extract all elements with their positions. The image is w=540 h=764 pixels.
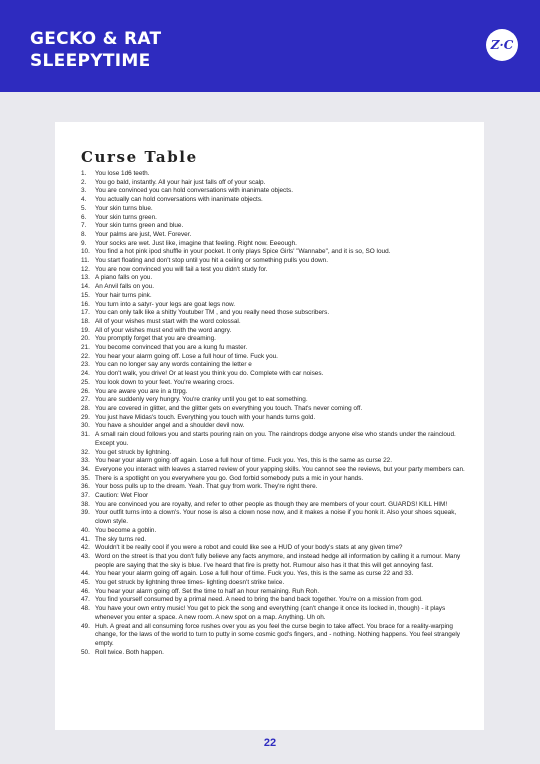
page-number: 22 — [263, 737, 277, 749]
curse-text: You promptly forget that you are dreaming. — [95, 335, 216, 343]
curse-number: 11. — [81, 257, 90, 265]
curse-list-item — [81, 483, 468, 492]
title-line-1: GECKO & RAT — [30, 29, 162, 49]
curse-list-item — [81, 205, 468, 214]
curse-text: All of your wishes must start with the word colossal. — [95, 317, 241, 325]
curse-text: Your skin turns green. — [95, 213, 157, 221]
document-title — [30, 28, 161, 72]
curse-text: You get struck by lightning three times- lighting doesn't strike twice. — [95, 579, 285, 587]
curse-list-item — [81, 414, 468, 423]
curse-text: You don't walk, you drive! Or at least you think you do. Complete with car noises. — [95, 370, 324, 378]
curse-list-item — [81, 431, 468, 448]
curse-list-item — [81, 292, 468, 301]
curse-list-item — [81, 187, 468, 196]
curse-text: Word on the street is that you don't fully believe any facts anymore, and instead hedge all information by calling it a rumour. Many people are saying that the sky is blue. I've heard that fire is pretty hot. Rumour also has it that this will get annoying fast. — [95, 552, 461, 569]
curse-list-item — [81, 457, 468, 466]
logo-lettering: Z·C — [490, 38, 514, 52]
curse-list-item — [81, 327, 468, 336]
curse-text: Your skin turns blue. — [95, 204, 153, 212]
curse-number: 28. — [81, 404, 90, 412]
curse-text: You can no longer say any words containing the letter e — [95, 361, 252, 369]
curse-number: 19. — [81, 326, 90, 334]
curse-list-item — [81, 214, 468, 223]
curse-number: 38. — [81, 500, 90, 508]
curse-list-item — [81, 257, 468, 266]
curse-text: Your outfit turns into a clown's. Your nose is also a clown nose now, and it makes a noise if you honk it. Also your shoes squeak, clown style. — [95, 509, 457, 526]
curse-list-item — [81, 344, 468, 353]
curse-text: All of your wishes must end with the word angry. — [95, 326, 232, 334]
curse-number: 8. — [81, 230, 87, 238]
curse-number: 45. — [81, 579, 90, 587]
curse-number: 24. — [81, 370, 90, 378]
curse-list-item — [81, 449, 468, 458]
curse-text: You start floating and don't stop until you hit a ceiling or something pulls you down. — [95, 257, 328, 265]
curse-list-item — [81, 309, 468, 318]
curse-list-item — [81, 501, 468, 510]
curse-number: 26. — [81, 387, 90, 395]
curse-text: Everyone you interact with leaves a starred review of your yapping skills. You cannot see the reviews, but your party members can. — [95, 465, 465, 473]
title-line-2: SLEEPYTIME — [30, 51, 151, 71]
curse-number: 20. — [81, 335, 90, 343]
header-banner — [0, 0, 540, 92]
curse-text: You hear your alarm going off again. Lose a full hour of time. Fuck you. Yes, this is the same as curse 22 and 33. — [95, 570, 414, 578]
curse-table-heading: Curse Table — [81, 148, 198, 166]
curse-number: 7. — [81, 222, 87, 230]
curse-list-item — [81, 623, 468, 649]
curse-list-item — [81, 361, 468, 370]
curse-list-item — [81, 388, 468, 397]
curse-number: 15. — [81, 291, 90, 299]
curse-number: 22. — [81, 352, 90, 360]
curse-number: 9. — [81, 239, 87, 247]
curse-list-item — [81, 596, 468, 605]
curse-list-item — [81, 509, 468, 526]
curse-number: 36. — [81, 483, 90, 491]
curse-list — [81, 170, 468, 657]
curse-list-item — [81, 649, 468, 658]
curse-text: You get struck by lightning. — [95, 448, 172, 456]
curse-number: 12. — [81, 265, 90, 273]
curse-list-item — [81, 588, 468, 597]
curse-number: 44. — [81, 570, 90, 578]
curse-text: Your skin turns green and blue. — [95, 222, 184, 230]
curse-list-item — [81, 379, 468, 388]
curse-number: 30. — [81, 422, 90, 430]
curse-text: You are suddenly very hungry. You're cranky until you get to eat something. — [95, 396, 308, 404]
curse-number: 5. — [81, 204, 87, 212]
curse-number: 17. — [81, 309, 90, 317]
curse-text: You are covered in glitter, and the glitter gets on everything you touch. That's never coming off. — [95, 404, 363, 412]
curse-text: You are now convinced you will fail a test you didn't study for. — [95, 265, 268, 273]
curse-number: 16. — [81, 300, 90, 308]
curse-text: Your palms are just, Wet. Forever. — [95, 230, 192, 238]
curse-number: 23. — [81, 361, 90, 369]
curse-number: 49. — [81, 622, 90, 630]
curse-number: 27. — [81, 396, 90, 404]
curse-text: You go bald, instantly. All your hair just falls off of your scalp. — [95, 178, 266, 186]
curse-text: You hear your alarm going off again. Lose a full hour of time. Fuck you. Yes, this is the same as curse 22. — [95, 457, 392, 465]
curse-number: 41. — [81, 535, 90, 543]
curse-text: You have a shoulder angel and a shoulder devil now. — [95, 422, 245, 430]
curse-list-item — [81, 231, 468, 240]
curse-number: 18. — [81, 317, 90, 325]
curse-number: 35. — [81, 474, 90, 482]
curse-text: You find yourself consumed by a primal need. A need to bring the band back together. You're on a mission from god. — [95, 596, 423, 604]
curse-text: A piano falls on you. — [95, 274, 153, 282]
curse-text: Huh. A great and all consuming force rushes over you as you feel the curse begin to take affect. You brace for a reality-warping change, for the laws of the world to turn to putty in some cosmic god's fingers, and - nothing. Nothing happens. You feel strangely empty. — [95, 622, 460, 647]
curse-list-item — [81, 248, 468, 257]
curse-text: You are convinced you can hold conversations with inanimate objects. — [95, 187, 293, 195]
curse-number: 48. — [81, 605, 90, 613]
curse-number: 50. — [81, 648, 90, 656]
curse-text: You become a goblin. — [95, 526, 157, 534]
curse-text: You find a hot pink ipod shuffle in your pocket. It only plays Spice Girls' "Wannabe", and it is so, SO loud. — [95, 248, 391, 256]
curse-list-item — [81, 475, 468, 484]
curse-list-item — [81, 283, 468, 292]
curse-list-item — [81, 266, 468, 275]
curse-number: 6. — [81, 213, 87, 221]
curse-list-item — [81, 222, 468, 231]
curse-list-item — [81, 396, 468, 405]
curse-text: You are convinced you are royalty, and refer to other people as though they are members of your court. GUARDS! KILL HIM! — [95, 500, 448, 508]
curse-number: 39. — [81, 509, 90, 517]
curse-text: Your boss pulls up to the dream. Yeah. That guy from work. They're right there. — [95, 483, 318, 491]
curse-text: You are aware you are in a ttrpg. — [95, 387, 188, 395]
curse-list-item — [81, 579, 468, 588]
curse-text: There is a spotlight on you everywhere you go. God forbid somebody puts a mic in your hands. — [95, 474, 364, 482]
curse-text: You hear your alarm going off. Set the time to half an hour remaining. Ruh Roh. — [95, 587, 320, 595]
curse-text: You turn into a satyr- your legs are goat legs now. — [95, 300, 236, 308]
curse-list-item — [81, 553, 468, 570]
curse-number: 34. — [81, 465, 90, 473]
curse-list-item — [81, 466, 468, 475]
curse-list-item — [81, 179, 468, 188]
curse-text: Your socks are wet. Just like, imagine that feeling. Right now. Eeeough. — [95, 239, 297, 247]
curse-list-item — [81, 318, 468, 327]
curse-number: 4. — [81, 196, 87, 204]
curse-text: You have your own entry music! You get to pick the song and everything (can't change it once its locked in, though) - it plays whenever you enter a space. A new room. A new spot on a map. Anything. Uh oh. — [95, 605, 446, 621]
curse-text: Your hair turns pink. — [95, 291, 152, 299]
curse-list-item — [81, 605, 468, 622]
curse-list-item — [81, 196, 468, 205]
curse-text: Caution: Wet Floor — [95, 492, 149, 500]
curse-text: Wouldn't it be really cool if you were a robot and could like see a HUD of your body's stats at any given time? — [95, 544, 403, 552]
curse-text: The sky turns red. — [95, 535, 147, 543]
curse-text: You can only talk like a shitty Youtuber TM , and you really need those subscribers. — [95, 309, 330, 317]
curse-list-item — [81, 492, 468, 501]
curse-list-item — [81, 301, 468, 310]
curse-table-card — [55, 122, 484, 730]
curse-number: 33. — [81, 457, 90, 465]
curse-number: 10. — [81, 248, 90, 256]
curse-text: Roll twice. Both happen. — [95, 648, 164, 656]
curse-number: 21. — [81, 344, 90, 352]
curse-number: 32. — [81, 448, 90, 456]
curse-list-item — [81, 370, 468, 379]
zc-logo-icon — [486, 29, 518, 61]
curse-number: 29. — [81, 413, 90, 421]
curse-number: 1. — [81, 170, 87, 177]
curse-number: 42. — [81, 544, 90, 552]
curse-list-item — [81, 405, 468, 414]
curse-list-item — [81, 240, 468, 249]
curse-list-item — [81, 335, 468, 344]
curse-number: 43. — [81, 552, 90, 560]
curse-text: You become convinced that you are a kung fu master. — [95, 344, 248, 352]
curse-list-item — [81, 536, 468, 545]
curse-number: 25. — [81, 378, 90, 386]
curse-number: 13. — [81, 274, 90, 282]
curse-list-item — [81, 353, 468, 362]
curse-number: 46. — [81, 587, 90, 595]
curse-text: You lose 1d6 teeth. — [95, 170, 150, 177]
curse-list-item — [81, 274, 468, 283]
curse-text: A small rain cloud follows you and starts pouring rain on you. The raindrops dodge anyone else who stands under the raincloud. Except you. — [95, 431, 456, 447]
curse-number: 3. — [81, 187, 87, 195]
curse-list-item — [81, 170, 468, 179]
curse-text: You just have Midas's touch. Everything you touch with your hands turns gold. — [95, 413, 316, 421]
curse-number: 37. — [81, 492, 90, 500]
curse-number: 47. — [81, 596, 90, 604]
curse-text: You look down to your feet. You're wearing crocs. — [95, 378, 235, 386]
curse-number: 14. — [81, 283, 90, 291]
curse-text: You actually can hold conversations with inanimate objects. — [95, 196, 263, 204]
curse-number: 31. — [81, 431, 90, 439]
curse-list-item — [81, 422, 468, 431]
curse-text: You hear your alarm going off. Lose a full hour of time. Fuck you. — [95, 352, 278, 360]
curse-number: 40. — [81, 526, 90, 534]
curse-number: 2. — [81, 178, 87, 186]
curse-list-item — [81, 570, 468, 579]
curse-list-item — [81, 527, 468, 536]
curse-list-item — [81, 544, 468, 553]
curse-text: An Anvil falls on you. — [95, 283, 154, 291]
